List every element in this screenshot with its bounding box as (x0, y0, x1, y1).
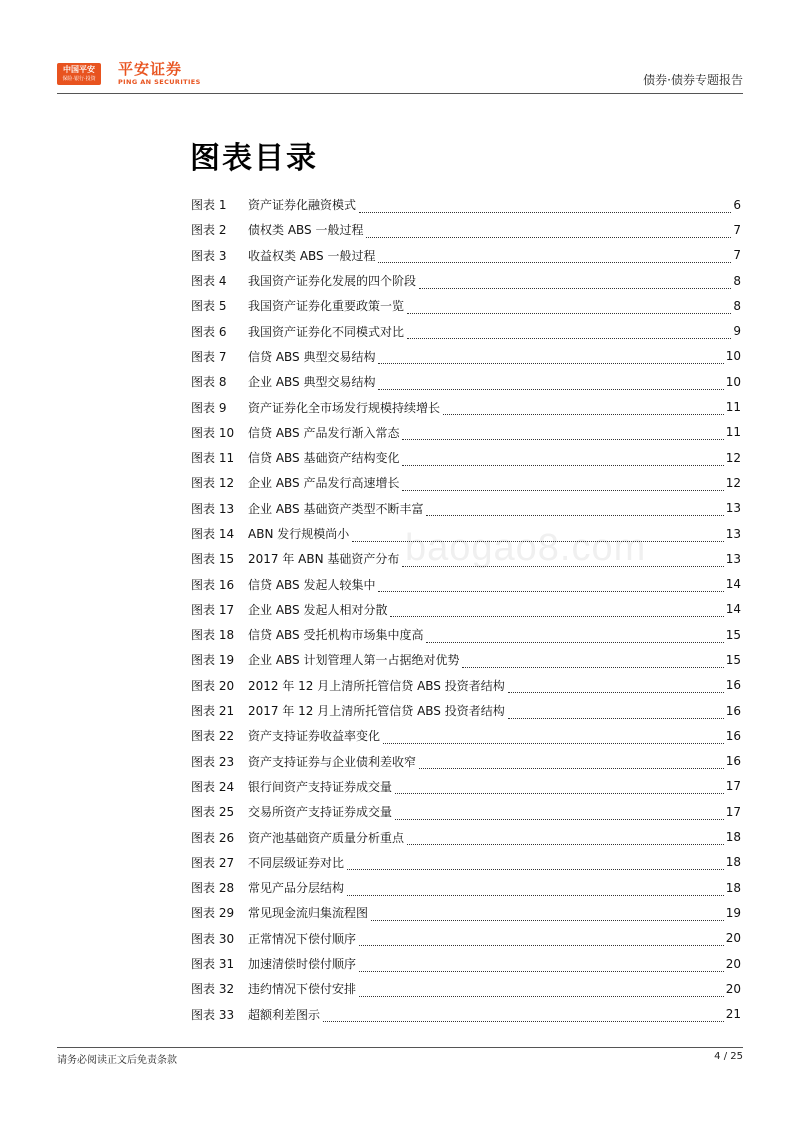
toc-entry-page: 20 (725, 981, 741, 996)
toc-entry-number: 图表 13 (191, 501, 235, 516)
toc-entry-number: 图表 11 (191, 451, 235, 466)
toc-entry[interactable] (191, 597, 741, 622)
toc-entry[interactable] (191, 673, 741, 698)
toc-entry-number: 图表 18 (191, 628, 235, 643)
toc-entry[interactable] (191, 799, 741, 824)
toc-entry-number: 图表 26 (191, 830, 235, 845)
toc-entry[interactable] (191, 698, 741, 723)
toc-entry-title: 2017 年 ABN 基础资产分布 (248, 552, 400, 567)
toc-entry-page: 20 (725, 956, 741, 971)
toc-entry-page: 16 (725, 728, 741, 743)
toc-entry-number: 图表 4 (191, 274, 227, 289)
toc-entry-page: 16 (725, 678, 741, 693)
toc-entry-number: 图表 32 (191, 982, 235, 997)
toc-dot-leader (402, 456, 723, 466)
toc-entry-page: 13 (725, 526, 741, 541)
toc-entry[interactable] (191, 976, 741, 1001)
toc-entry[interactable] (191, 369, 741, 394)
toc-entry-number: 图表 31 (191, 957, 235, 972)
toc-dot-leader (426, 506, 723, 516)
toc-entry[interactable] (191, 445, 741, 470)
toc-dot-leader (352, 532, 723, 542)
toc-entry[interactable] (191, 647, 741, 672)
toc-dot-leader (390, 607, 723, 617)
toc-entry-page: 18 (725, 880, 741, 895)
toc-dot-leader (402, 430, 723, 440)
toc-entry[interactable] (191, 496, 741, 521)
toc-dot-leader (508, 709, 724, 719)
toc-entry-number: 图表 3 (191, 248, 227, 263)
toc-entry-page: 11 (725, 400, 741, 415)
toc-dot-leader (366, 228, 731, 238)
toc-entry-number: 图表 19 (191, 653, 235, 668)
toc-dot-leader (407, 304, 731, 314)
toc-entry-number: 图表 24 (191, 779, 235, 794)
toc-entry[interactable] (191, 217, 741, 242)
toc-entry-number: 图表 12 (191, 476, 235, 491)
toc-entry-page: 13 (725, 551, 741, 566)
toc-entry[interactable] (191, 470, 741, 495)
toc-entry[interactable] (191, 420, 741, 445)
toc-entry-page: 12 (725, 475, 741, 490)
toc-entry-title: 信贷 ABS 受托机构市场集中度高 (248, 628, 424, 643)
toc-entry-title: 资产证券化全市场发行规模持续增长 (248, 400, 441, 415)
toc-entry-page: 7 (733, 248, 741, 263)
brand-name-en: PING AN SECURITIES (118, 78, 201, 86)
toc-entry-number: 图表 9 (191, 400, 227, 415)
toc-entry-title: 信贷 ABS 产品发行渐入常态 (248, 425, 400, 440)
footer-disclaimer: 请务必阅读正文后免责条款 (57, 1055, 177, 1066)
toc-dot-leader (402, 557, 723, 567)
toc-entry-title: 企业 ABS 典型交易结构 (248, 375, 376, 390)
toc-entry-title: 信贷 ABS 典型交易结构 (248, 349, 376, 364)
toc-dot-leader (395, 784, 724, 794)
logo-badge-line2: 保险·银行·投资 (62, 76, 96, 82)
toc-dot-leader (323, 1012, 724, 1022)
toc-entry-page: 15 (725, 627, 741, 642)
toc-entry[interactable] (191, 192, 741, 217)
toc-entry-page: 16 (725, 703, 741, 718)
toc-dot-leader (378, 354, 723, 364)
toc-entry-title: 收益权类 ABS 一般过程 (248, 248, 376, 263)
toc-entry[interactable] (191, 850, 741, 875)
toc-entry-number: 图表 25 (191, 805, 235, 820)
toc-entry-title: 信贷 ABS 基础资产结构变化 (248, 451, 400, 466)
toc-entry[interactable] (191, 749, 741, 774)
toc-entry-title: 我国资产证券化重要政策一览 (248, 299, 405, 314)
toc-entry-number: 图表 10 (191, 425, 235, 440)
toc-entry-title: 我国资产证券化发展的四个阶段 (248, 274, 417, 289)
toc-dot-leader (383, 734, 724, 744)
toc-entry-number: 图表 33 (191, 1007, 235, 1022)
toc-entry-number: 图表 20 (191, 678, 235, 693)
toc-entry-page: 18 (725, 855, 741, 870)
toc-entry[interactable] (191, 521, 741, 546)
toc-entry-title: 资产支持证券收益率变化 (248, 729, 381, 744)
toc-dot-leader (419, 759, 724, 769)
toc-entry-title: 资产证券化融资模式 (248, 198, 357, 213)
toc-entry-title: 超额利差图示 (248, 1007, 321, 1022)
toc-dot-leader (359, 203, 731, 213)
toc-entry[interactable] (191, 318, 741, 343)
toc-entry[interactable] (191, 344, 741, 369)
toc-heading: 图表目录 (190, 141, 318, 176)
toc-entry[interactable] (191, 546, 741, 571)
toc-entry-title: 不同层级证券对比 (248, 855, 345, 870)
toc-dot-leader (371, 911, 724, 921)
toc-entry-page: 14 (725, 602, 741, 617)
toc-entry-number: 图表 1 (191, 198, 227, 213)
toc-entry-page: 14 (725, 577, 741, 592)
toc-entry-title: 加速清偿时偿付顺序 (248, 957, 357, 972)
toc-entry[interactable] (191, 824, 741, 849)
toc-entry-number: 图表 30 (191, 931, 235, 946)
toc-entry[interactable] (191, 723, 741, 748)
toc-entry-title: 我国资产证券化不同模式对比 (248, 324, 405, 339)
toc-dot-leader (508, 683, 724, 693)
toc-entry-title: 银行间资产支持证券成交量 (248, 779, 393, 794)
toc-entry-number: 图表 27 (191, 855, 235, 870)
toc-entry-number: 图表 22 (191, 729, 235, 744)
toc-entry-number: 图表 17 (191, 602, 235, 617)
toc-entry-title: 2017 年 12 月上清所托管信贷 ABS 投资者结构 (248, 704, 505, 719)
toc-dot-leader (426, 633, 723, 643)
toc-entry-title: 企业 ABS 计划管理人第一占据绝对优势 (248, 653, 460, 668)
toc-entry-title: 债权类 ABS 一般过程 (248, 223, 364, 238)
toc-entry-title: 常见产品分层结构 (248, 881, 345, 896)
toc-dot-leader (402, 481, 723, 491)
toc-entry-number: 图表 28 (191, 881, 235, 896)
pingan-logo (57, 63, 101, 85)
toc-dot-leader (378, 253, 731, 263)
toc-entry[interactable] (191, 268, 741, 293)
toc-dot-leader (359, 962, 724, 972)
toc-entry-number: 图表 6 (191, 324, 227, 339)
toc-entry-title: ABN 发行规模尚小 (248, 527, 350, 541)
toc-dot-leader (443, 405, 724, 415)
toc-entry-page: 18 (725, 830, 741, 845)
toc-entry-title: 企业 ABS 基础资产类型不断丰富 (248, 501, 424, 516)
toc-entry-title: 信贷 ABS 发起人较集中 (248, 577, 376, 592)
toc-entry-number: 图表 2 (191, 223, 227, 238)
toc-entry-title: 企业 ABS 产品发行高速增长 (248, 476, 400, 491)
toc-entry-page: 10 (725, 349, 741, 364)
toc-dot-leader (347, 860, 724, 870)
toc-entry-number: 图表 15 (191, 552, 235, 567)
toc-entry-page: 6 (733, 197, 741, 212)
page-header (0, 0, 800, 95)
toc-entry-page: 21 (725, 1007, 741, 1022)
toc-dot-leader (378, 582, 723, 592)
toc-dot-leader (407, 835, 724, 845)
toc-entry-page: 15 (725, 652, 741, 667)
toc-list (191, 192, 741, 1027)
toc-entry[interactable] (191, 293, 741, 318)
toc-entry-page: 11 (725, 425, 741, 440)
toc-entry[interactable] (191, 774, 741, 799)
toc-entry[interactable] (191, 394, 741, 419)
toc-entry-title: 交易所资产支持证券成交量 (248, 805, 393, 820)
toc-entry-title: 正常情况下偿付顺序 (248, 931, 357, 946)
toc-entry-title: 资产池基础资产质量分析重点 (248, 830, 405, 845)
toc-entry-number: 图表 8 (191, 375, 227, 390)
toc-dot-leader (378, 380, 723, 390)
toc-entry-page: 8 (733, 298, 741, 313)
toc-dot-leader (419, 279, 731, 289)
toc-dot-leader (359, 987, 724, 997)
toc-dot-leader (347, 886, 724, 896)
watermark: baogao8.com (405, 527, 647, 569)
toc-entry-title: 常见现金流归集流程图 (248, 906, 369, 921)
header-divider (57, 93, 743, 94)
toc-entry-page: 9 (733, 324, 741, 339)
toc-entry-page: 8 (733, 273, 741, 288)
toc-entry-page: 10 (725, 374, 741, 389)
report-type: 债券·债券专题报告 (643, 73, 743, 87)
page-number: 4 / 25 (714, 1051, 743, 1062)
toc-entry-page: 17 (725, 804, 741, 819)
toc-entry-page: 7 (733, 222, 741, 237)
logo-badge-line1: 中国平安 (63, 65, 95, 74)
toc-entry[interactable] (191, 622, 741, 647)
toc-entry-number: 图表 14 (191, 527, 235, 541)
toc-entry[interactable] (191, 571, 741, 596)
toc-entry-page: 16 (725, 754, 741, 769)
toc-entry-number: 图表 7 (191, 349, 227, 364)
toc-entry-title: 资产支持证券与企业债利差收窄 (248, 754, 417, 769)
toc-entry[interactable] (191, 875, 741, 900)
toc-entry-title: 企业 ABS 发起人相对分散 (248, 602, 388, 617)
toc-dot-leader (395, 810, 724, 820)
toc-entry[interactable] (191, 951, 741, 976)
toc-entry-title: 违约情况下偿付安排 (248, 982, 357, 997)
toc-entry-page: 13 (725, 501, 741, 516)
brand-name-cn: 平安证券 (118, 60, 183, 78)
toc-entry-page: 19 (725, 905, 741, 920)
toc-entry-page: 20 (725, 931, 741, 946)
footer-divider (57, 1047, 743, 1048)
toc-entry-number: 图表 21 (191, 704, 235, 719)
toc-dot-leader (407, 329, 731, 339)
toc-entry-page: 17 (725, 779, 741, 794)
toc-entry-title: 2012 年 12 月上清所托管信贷 ABS 投资者结构 (248, 678, 505, 693)
toc-entry-number: 图表 5 (191, 299, 227, 314)
toc-entry[interactable] (191, 900, 741, 925)
toc-entry-page: 12 (725, 450, 741, 465)
toc-entry-number: 图表 23 (191, 754, 235, 769)
toc-entry[interactable] (191, 1002, 741, 1027)
toc-entry-number: 图表 16 (191, 577, 235, 592)
toc-dot-leader (359, 936, 724, 946)
toc-entry-number: 图表 29 (191, 906, 235, 921)
toc-entry[interactable] (191, 243, 741, 268)
toc-entry[interactable] (191, 926, 741, 951)
toc-dot-leader (462, 658, 723, 668)
